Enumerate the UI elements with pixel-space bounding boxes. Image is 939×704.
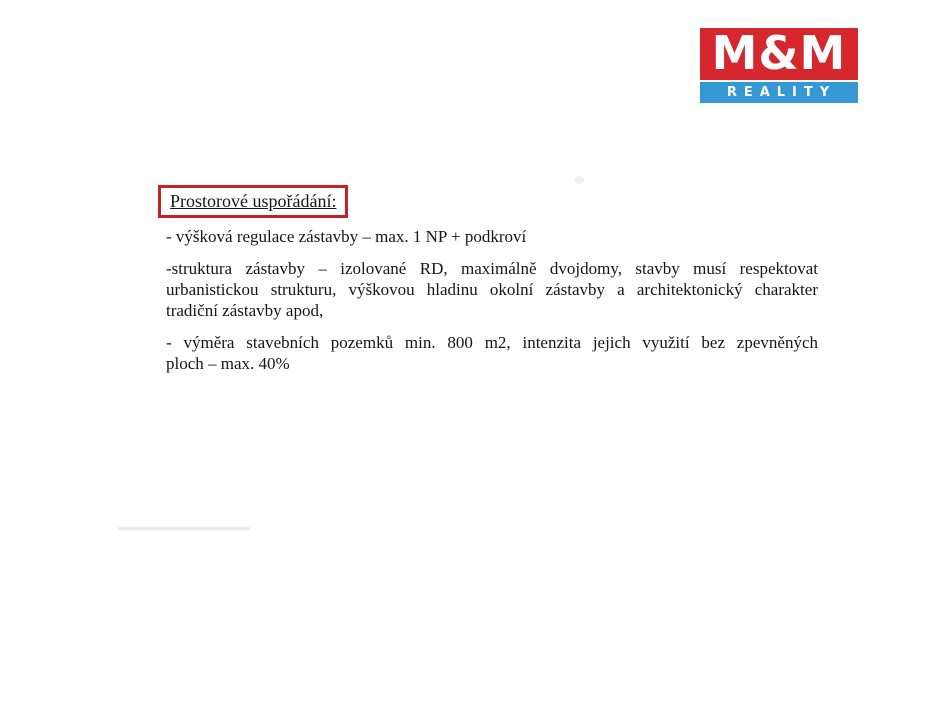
paragraph-structure-regulation bbox=[166, 258, 818, 321]
paragraph-line: ploch – max. 40% bbox=[166, 354, 290, 373]
paragraph-line: - výšková regulace zástavby – max. 1 NP + podkroví bbox=[166, 227, 527, 246]
scan-artifact-smudge bbox=[118, 527, 250, 530]
document-content bbox=[166, 185, 818, 374]
paragraph-line: tradiční zástavby apod, bbox=[166, 301, 324, 320]
section-heading: Prostorové uspořádání: bbox=[170, 191, 337, 211]
paragraph-plot-area-regulation bbox=[166, 332, 818, 374]
logo-reality-text: REALITY bbox=[700, 82, 858, 103]
heading-highlight-box bbox=[158, 185, 348, 218]
paragraph-line: - výměra stavebních pozemků min. 800 m2, intenzita jejich využití bez zpevněných bbox=[166, 333, 818, 352]
paragraph-height-regulation bbox=[166, 226, 818, 247]
paragraph-line: urbanistickou strukturu, výškovou hladinu okolní zástavby a architektonický charakter bbox=[166, 280, 818, 299]
logo-mm-text: M&M bbox=[700, 28, 858, 80]
mm-reality-logo bbox=[700, 28, 858, 103]
paragraph-line: -struktura zástavby – izolované RD, maximálně dvojdomy, stavby musí respektovat bbox=[166, 259, 818, 278]
scan-artifact-dot bbox=[574, 176, 584, 184]
